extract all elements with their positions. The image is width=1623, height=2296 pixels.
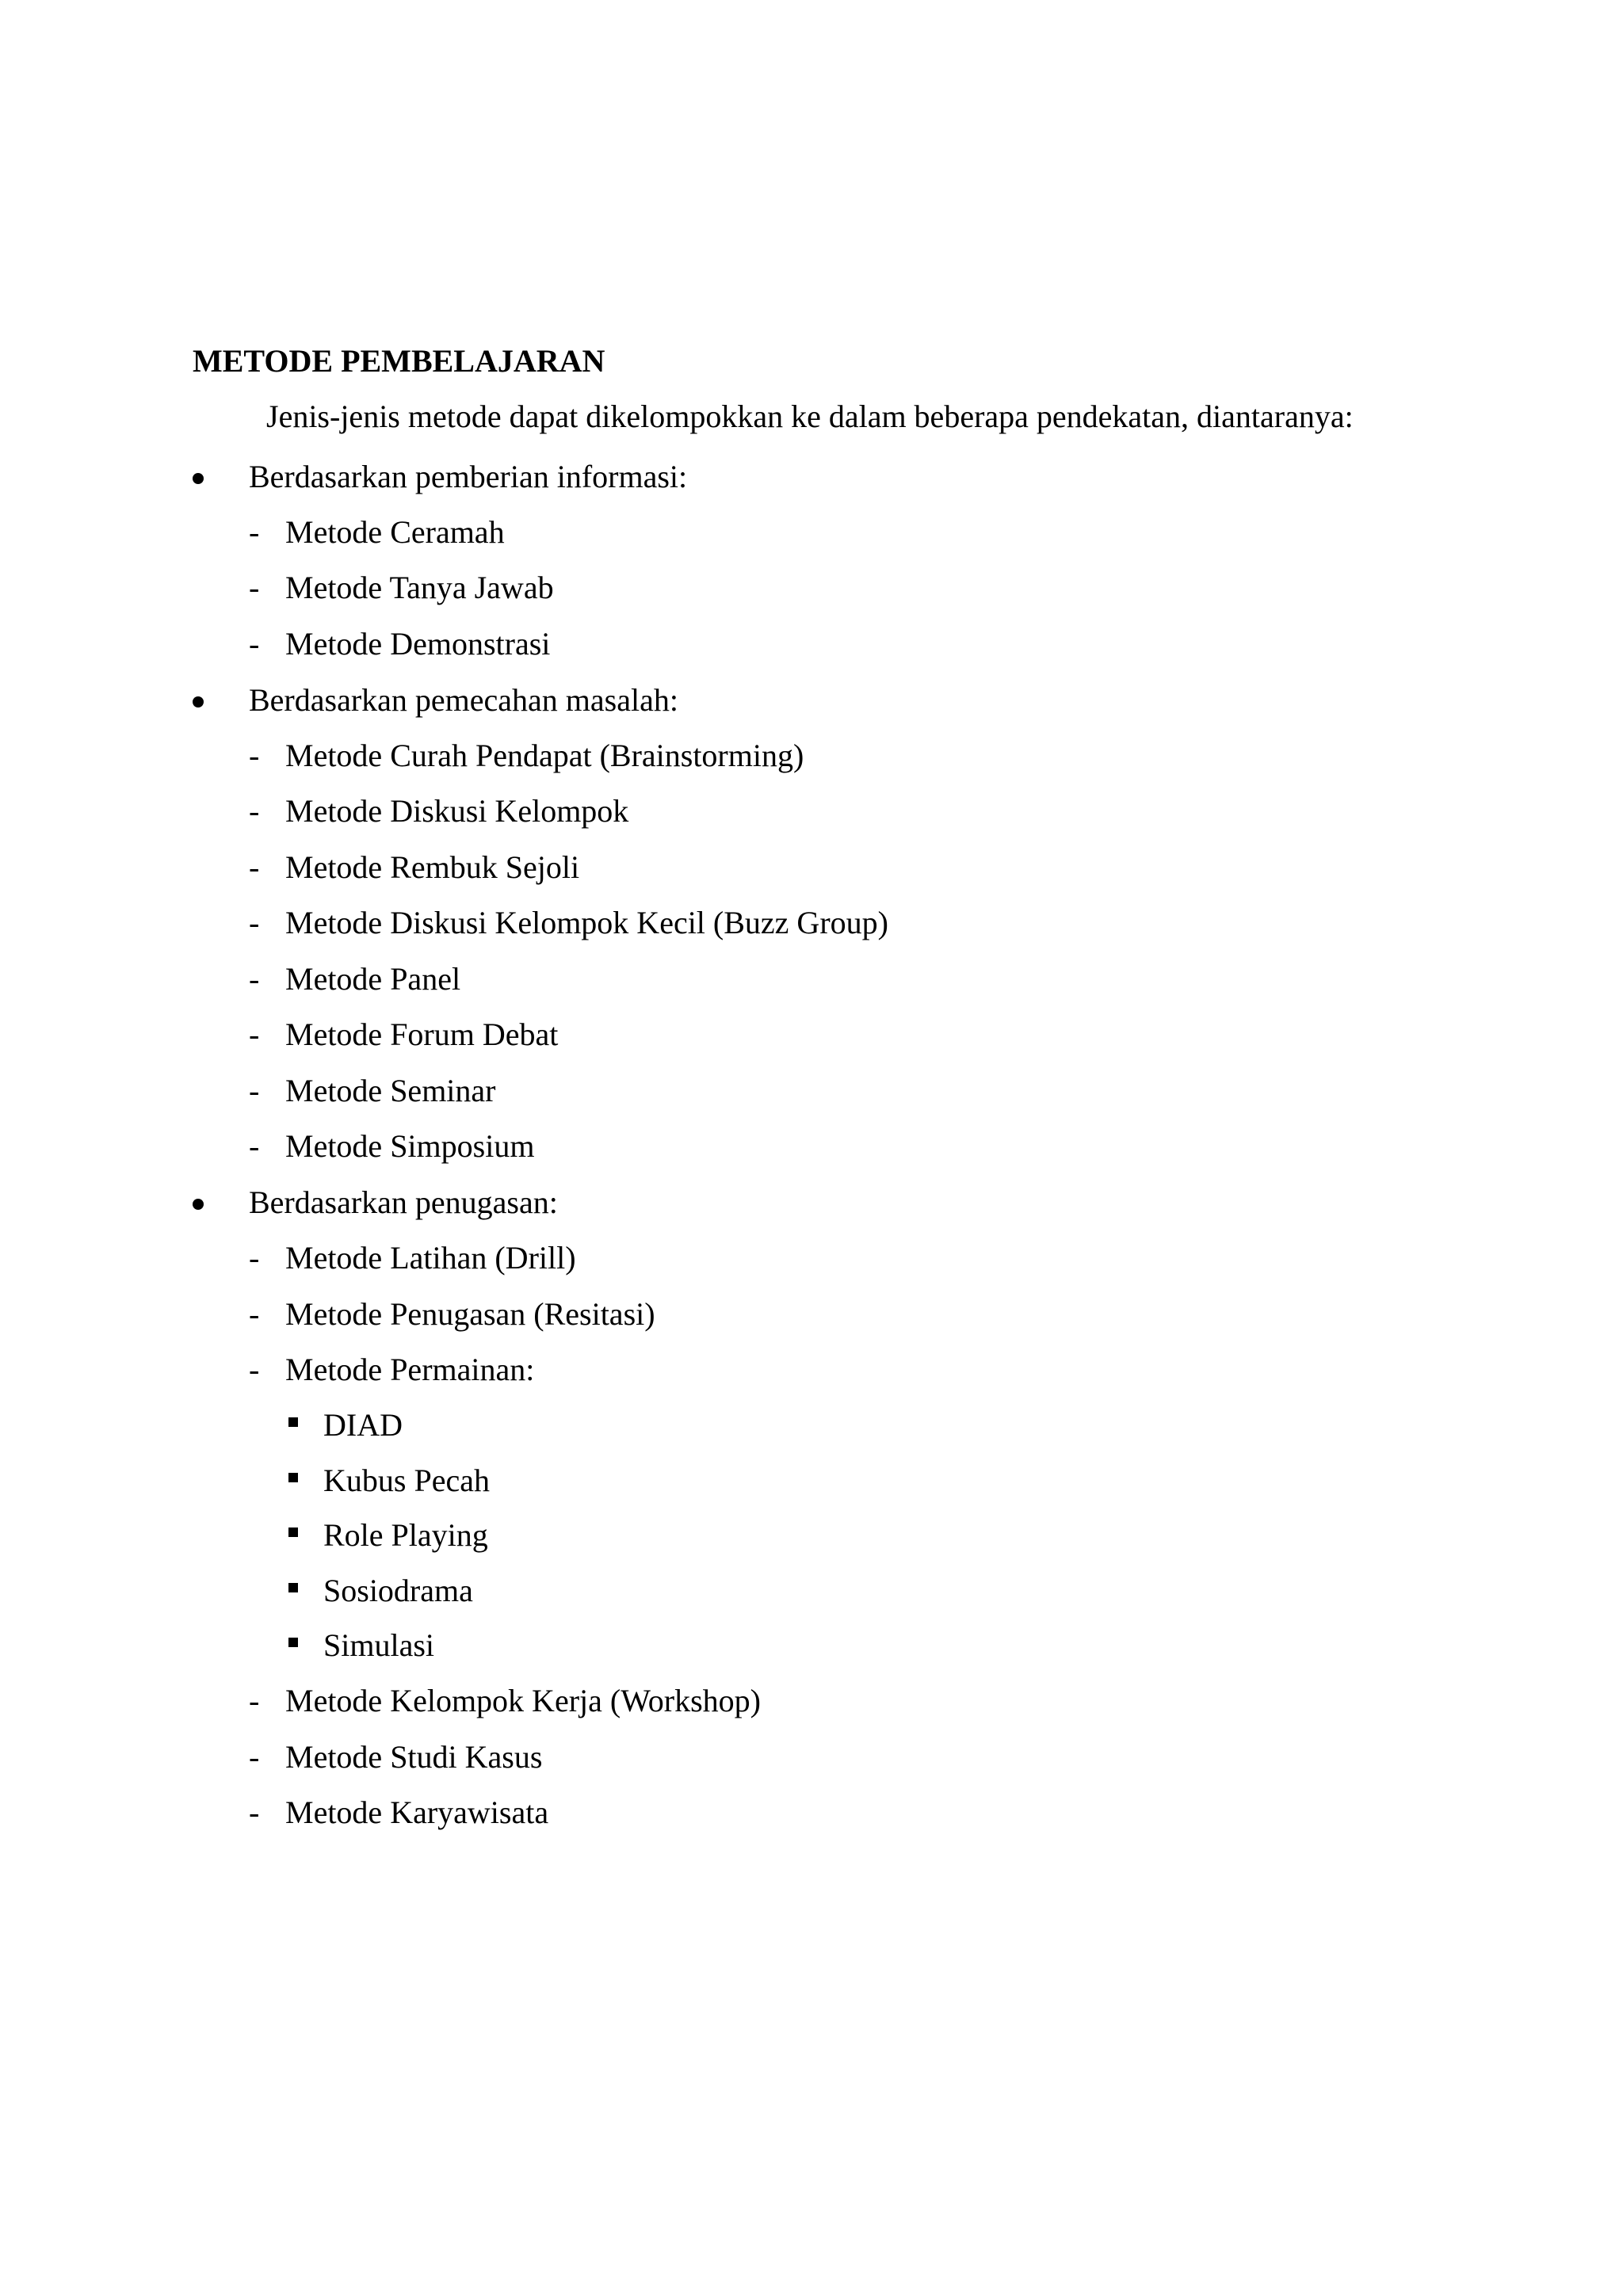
list-item: Metode Studi Kasus — [285, 1739, 543, 1775]
dash-marker: - — [249, 514, 260, 550]
section-heading: Berdasarkan pemberian informasi: — [249, 459, 688, 494]
list-item: Metode Karyawisata — [285, 1794, 549, 1830]
list-item: Metode Diskusi Kelompok Kecil (Buzz Group) — [285, 905, 888, 940]
sub-list-item: DIAD — [323, 1407, 403, 1443]
dash-marker: - — [249, 570, 260, 605]
dash-marker: - — [249, 1240, 260, 1276]
list-item: Metode Tanya Jawab — [285, 570, 554, 605]
square-bullet-icon — [288, 1583, 298, 1592]
sub-list-item: Kubus Pecah — [323, 1463, 490, 1498]
sub-list-item: Sosiodrama — [323, 1573, 473, 1608]
list-item: Metode Forum Debat — [285, 1016, 559, 1052]
list-item: Metode Latihan (Drill) — [285, 1240, 576, 1276]
list-item: Metode Diskusi Kelompok — [285, 793, 629, 829]
list-item: Metode Permainan: — [285, 1352, 535, 1387]
sub-list-item: Simulasi — [323, 1627, 435, 1663]
page-title: METODE PEMBELAJARAN — [193, 343, 605, 379]
bullet-icon — [193, 1199, 204, 1210]
dash-marker: - — [249, 1128, 260, 1164]
dash-marker: - — [249, 1352, 260, 1387]
intro-paragraph: Jenis-jenis metode dapat dikelompokkan ke dalam beberapa pendekatan, diantaranya: — [266, 399, 1354, 434]
list-item: Metode Seminar — [285, 1073, 496, 1108]
dash-marker: - — [249, 1073, 260, 1108]
dash-marker: - — [249, 793, 260, 829]
dash-marker: - — [249, 1794, 260, 1830]
square-bullet-icon — [288, 1638, 298, 1647]
dash-marker: - — [249, 961, 260, 997]
section-heading: Berdasarkan penugasan: — [249, 1184, 558, 1220]
list-item: Metode Ceramah — [285, 514, 505, 550]
square-bullet-icon — [288, 1473, 298, 1482]
bullet-icon — [193, 696, 204, 707]
square-bullet-icon — [288, 1417, 298, 1427]
list-item: Metode Penugasan (Resitasi) — [285, 1296, 655, 1332]
list-item: Metode Simposium — [285, 1128, 535, 1164]
dash-marker: - — [249, 738, 260, 773]
dash-marker: - — [249, 1739, 260, 1775]
square-bullet-icon — [288, 1527, 298, 1537]
list-item: Metode Rembuk Sejoli — [285, 849, 580, 885]
list-item: Metode Kelompok Kerja (Workshop) — [285, 1683, 761, 1718]
bullet-icon — [193, 473, 204, 484]
dash-marker: - — [249, 1683, 260, 1718]
dash-marker: - — [249, 1296, 260, 1332]
section-heading: Berdasarkan pemecahan masalah: — [249, 682, 678, 718]
dash-marker: - — [249, 1016, 260, 1052]
sub-list-item: Role Playing — [323, 1517, 488, 1553]
list-item: Metode Panel — [285, 961, 461, 997]
dash-marker: - — [249, 905, 260, 940]
dash-marker: - — [249, 626, 260, 662]
list-item: Metode Curah Pendapat (Brainstorming) — [285, 738, 804, 773]
dash-marker: - — [249, 849, 260, 885]
list-item: Metode Demonstrasi — [285, 626, 551, 662]
